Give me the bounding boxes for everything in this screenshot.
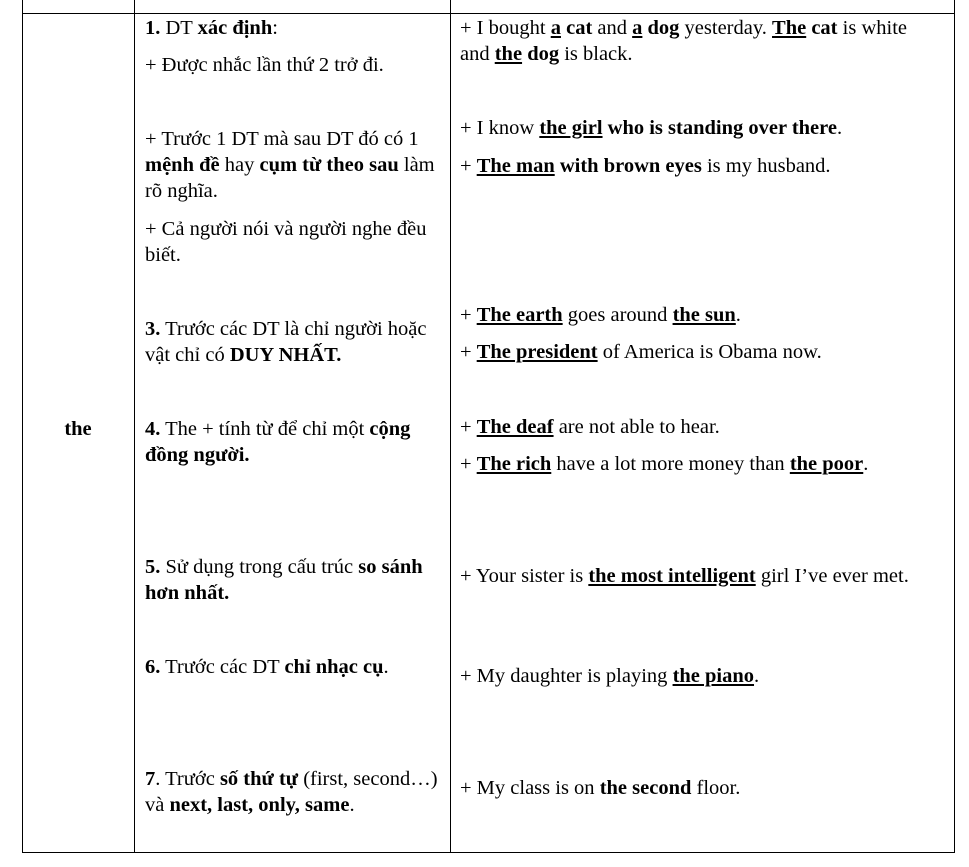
rule-3: 3. Trước các DT là chỉ người hoặc vật chỉ có DUY NHẤT. [145, 318, 427, 366]
article-label: the [64, 418, 92, 440]
table-top-rule [22, 13, 955, 14]
rule-1-point-b: + Trước 1 DT mà sau DT đó có 1 mệnh đề hay cụm từ theo sau làm rõ nghĩa. [145, 128, 435, 202]
rule-1-point-c: + Cả người nói và người nghe đều biết. [145, 218, 427, 266]
example-2: + I know the girl who is standing over there. [460, 117, 843, 139]
table-bottom-rule [22, 852, 955, 853]
column-divider-2 [450, 0, 451, 853]
example-10: + My class is on the second floor. [460, 777, 741, 799]
example-3: + The man with brown eyes is my husband. [460, 155, 831, 177]
example-4: + The earth goes around the sun. [460, 304, 741, 326]
rule-6: 6. Trước các DT chỉ nhạc cụ. [145, 656, 389, 678]
rule-1-point-a: + Được nhắc lần thứ 2 trở đi. [145, 54, 384, 76]
example-7: + The rich have a lot more money than the poor. [460, 453, 869, 475]
example-1: + I bought a cat and a dog yesterday. The cat is white and the dog is black. [460, 17, 907, 65]
rule-4: 4. The + tính từ để chỉ một cộng đồng người. [145, 418, 411, 466]
column-divider-1 [134, 0, 135, 853]
rule-1-heading: 1. DT xác định: [145, 17, 278, 39]
rule-7: 7. Trước số thứ tự (first, second…) và next, last, only, same. [145, 768, 438, 816]
rule-5: 5. Sử dụng trong cấu trúc so sánh hơn nhất. [145, 556, 423, 604]
example-5: + The president of America is Obama now. [460, 341, 822, 363]
example-6: + The deaf are not able to hear. [460, 416, 720, 438]
example-9: + My daughter is playing the piano. [460, 665, 760, 687]
example-8: + Your sister is the most intelligent girl I’ve ever met. [460, 565, 909, 587]
table-border-right [954, 0, 955, 853]
